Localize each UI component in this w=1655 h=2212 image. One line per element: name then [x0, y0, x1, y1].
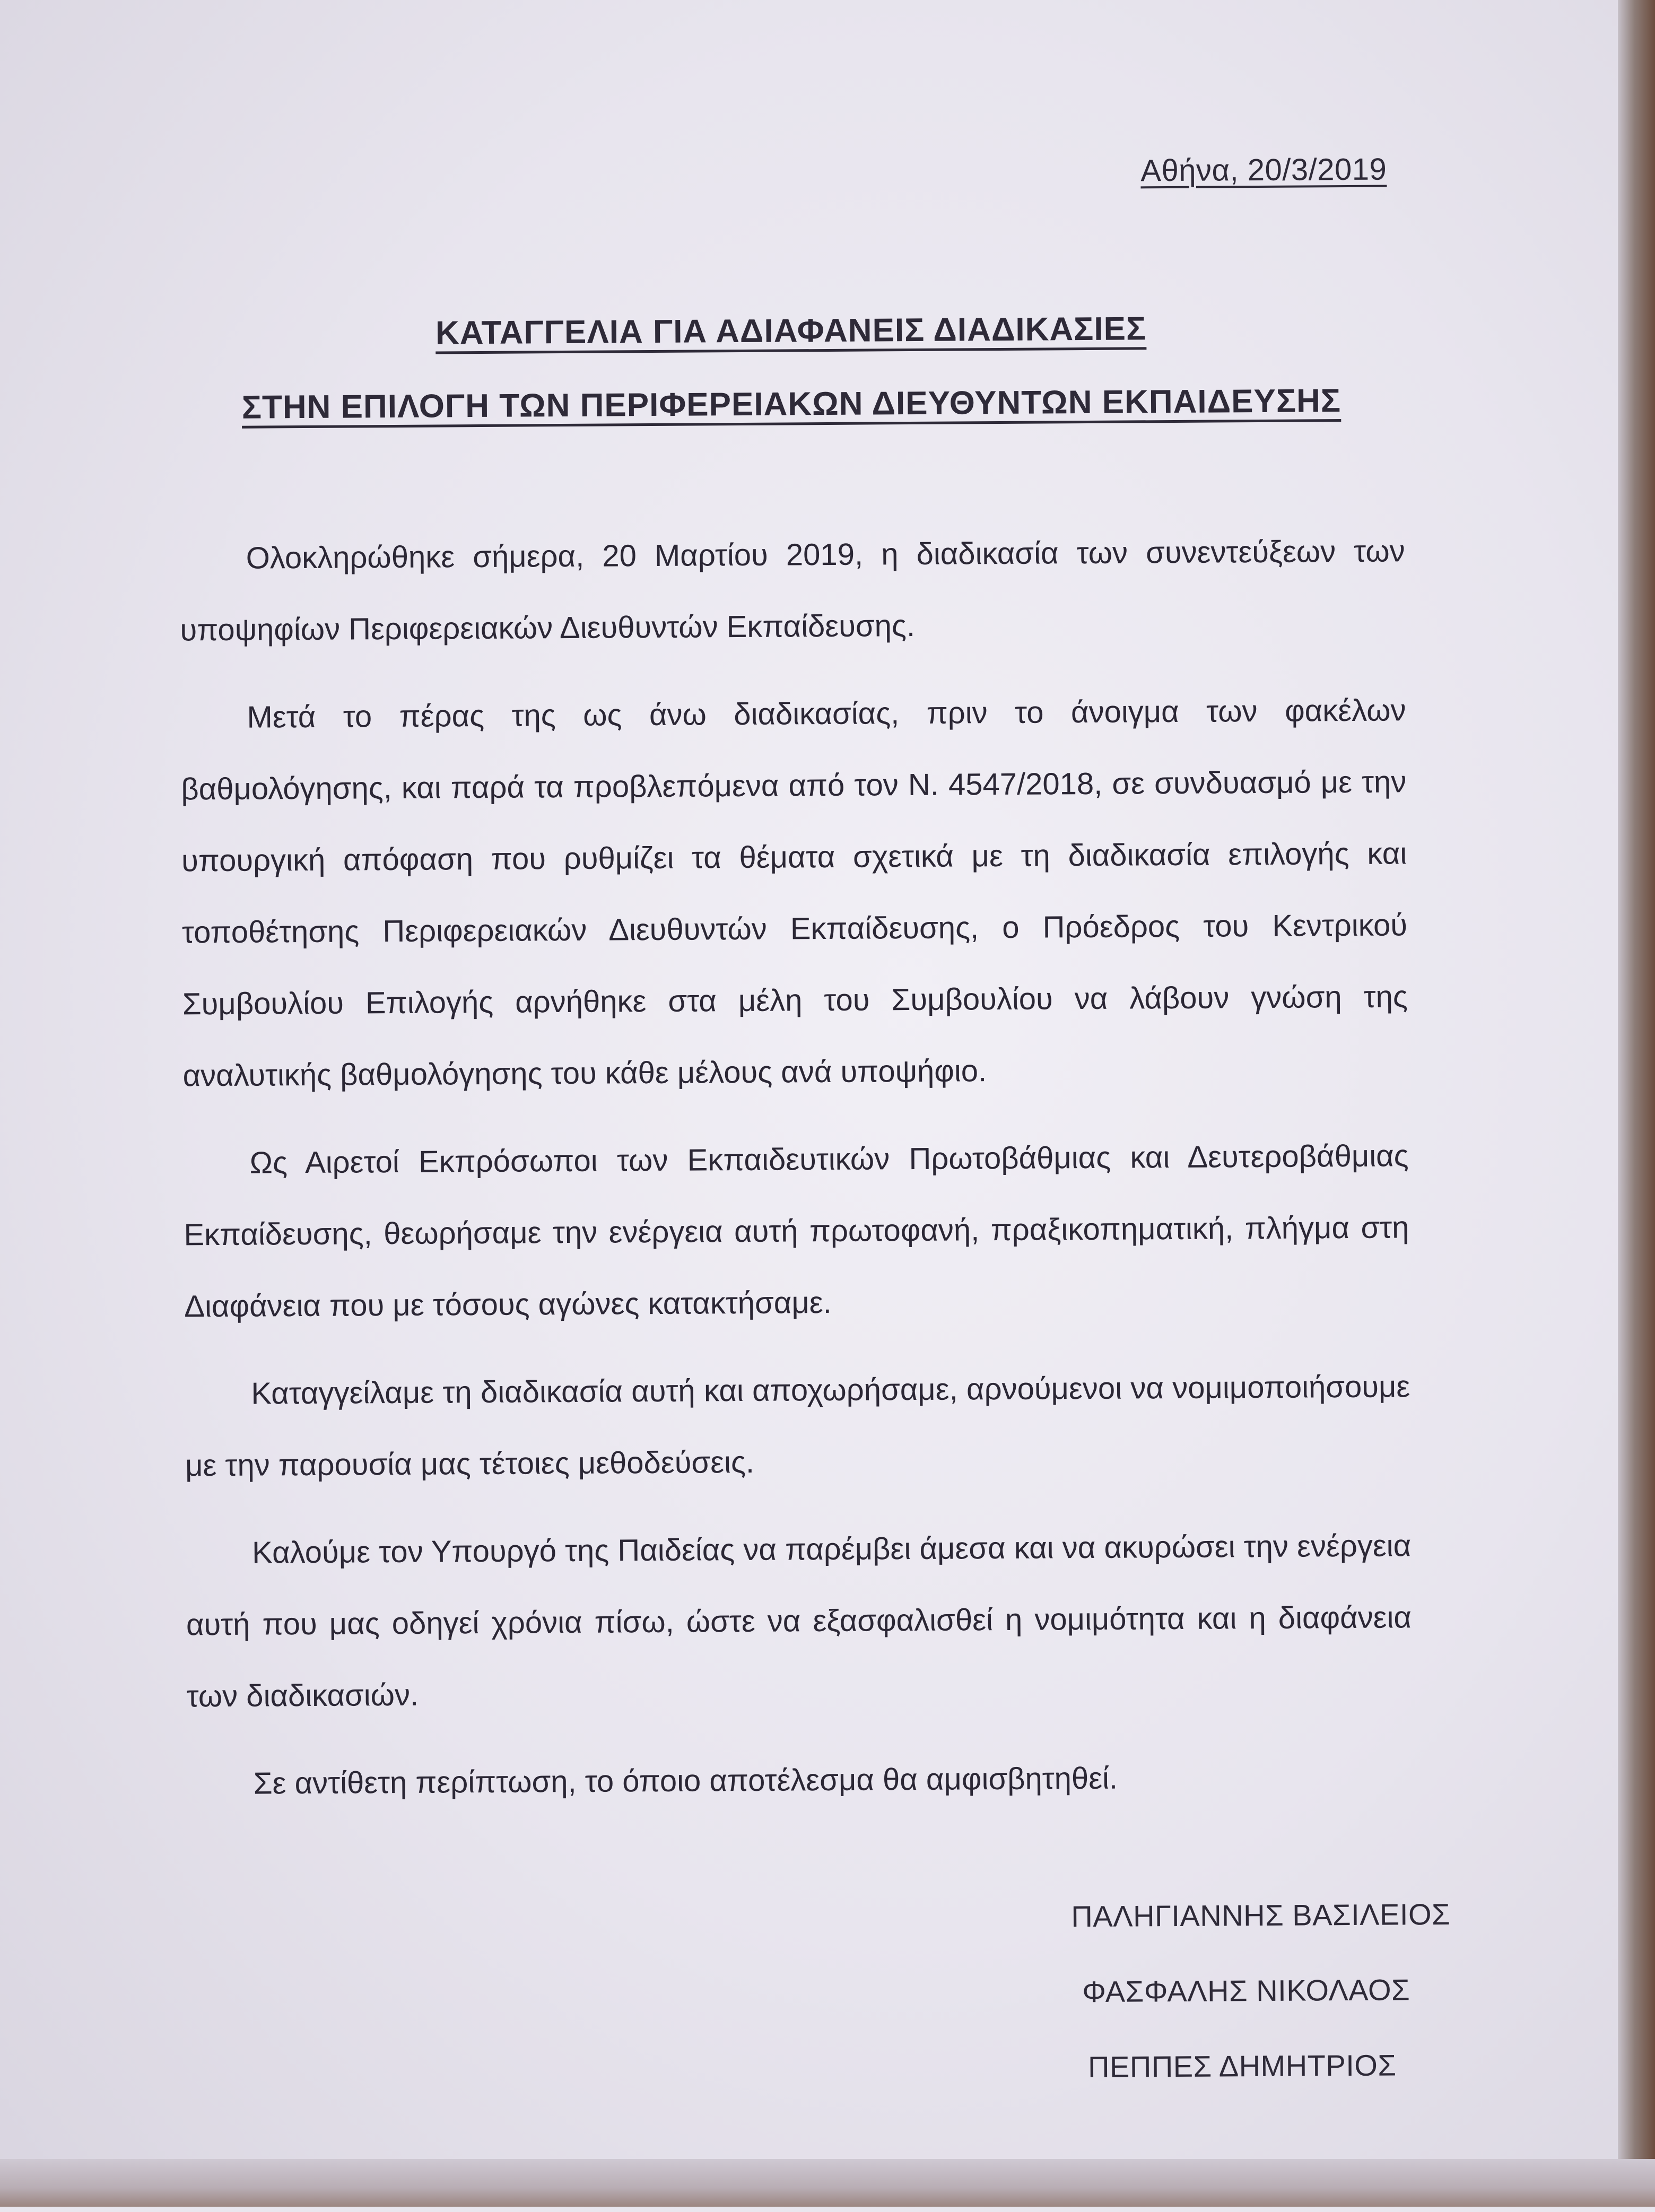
paragraph-5: Καλούμε τον Υπουργό της Παιδείας να παρέμβει άμεσα και να ακυρώσει την ενέργεια αυτή που μας οδηγεί χρόνια πίσω, ώστε να εξασφαλισθεί η νομιμότητα και η διαφάνεια των διαδικασιών.	[186, 1528, 1412, 1714]
paragraph-3: Ως Αιρετοί Εκπρόσωποι των Εκπαιδευτικών Πρωτοβάθμιας και Δευτεροβάθμιας Εκπαίδευσης, θεωρήσαμε την ενέργεια αυτή πρωτοφανή, πραξικοπηματική, πλήγμα στη Διαφάνεια που με τόσους αγώνες κατακτήσαμε.	[184, 1138, 1409, 1324]
signatory-name: ΦΑΣΦΑΛΗΣ ΝΙΚΟΛΑΟΣ	[1082, 1973, 1410, 2009]
document-title-line-2: ΣΤΗΝ ΕΠΙΛΟΓΗ ΤΩΝ ΠΕΡΙΦΕΡΕΙΑΚΩΝ ΔΙΕΥΘΥΝΤΩΝ ΕΚΠΑΙΔΕΥΣΗΣ	[241, 382, 1342, 426]
signature-block	[1071, 1876, 1486, 2105]
document-date: Αθήνα, 20/3/2019	[1140, 152, 1387, 188]
document-title-line-1: ΚΑΤΑΓΓΕΛΙΑ ΓΙΑ ΑΔΙΑΦΑΝΕΙΣ ΔΙΑΔΙΚΑΣΙΕΣ	[435, 310, 1147, 352]
paragraph-1: Ολοκληρώθηκε σήμερα, 20 Μαρτίου 2019, η διαδικασία των συνεντεύξεων των υποψηφίων Περιφερειακών Διευθυντών Εκπαίδευσης.	[180, 534, 1405, 648]
paragraph-2: Μετά το πέρας της ως άνω διαδικασίας, πριν το άνοιγμα των φακέλων βαθμολόγησης, και παρά τα προβλεπόμενα από τον Ν. 4547/2018, σε συνδυασμό με την υπουργική απόφαση που ρυθμίζει τα θέματα σχετικά με τη διαδικασία επιλογής και τοποθέτησης Περιφερειακών Διευθυντών Εκπαίδευσης, ο Πρόεδρος του Κεντρικού Συμβουλίου Επιλογής αρνήθηκε στα μέλη του Συμβουλίου να λάβουν γνώση της αναλυτικής βαθμολόγησης του κάθε μέλους ανά υποψήφιο.	[181, 693, 1408, 1093]
paragraph-4: Καταγγείλαμε τη διαδικασία αυτή και αποχωρήσαμε, αρνούμενοι να νομιμοποιήσουμε με την παρουσία μας τέτοιες μεθοδεύσεις.	[185, 1369, 1410, 1483]
signatory-name: ΠΕΠΠΕΣ ΔΗΜΗΤΡΙΟΣ	[1087, 2048, 1397, 2084]
document-body	[179, 515, 1413, 1835]
paragraph-6: Σε αντίθετη περίπτωση, το όποιο αποτέλεσμα θα αμφισβητηθεί.	[253, 1761, 1118, 1801]
signatory-name: ΠΑΛΗΓΙΑΝΝΗΣ ΒΑΣΙΛΕΙΟΣ	[1071, 1897, 1451, 1934]
